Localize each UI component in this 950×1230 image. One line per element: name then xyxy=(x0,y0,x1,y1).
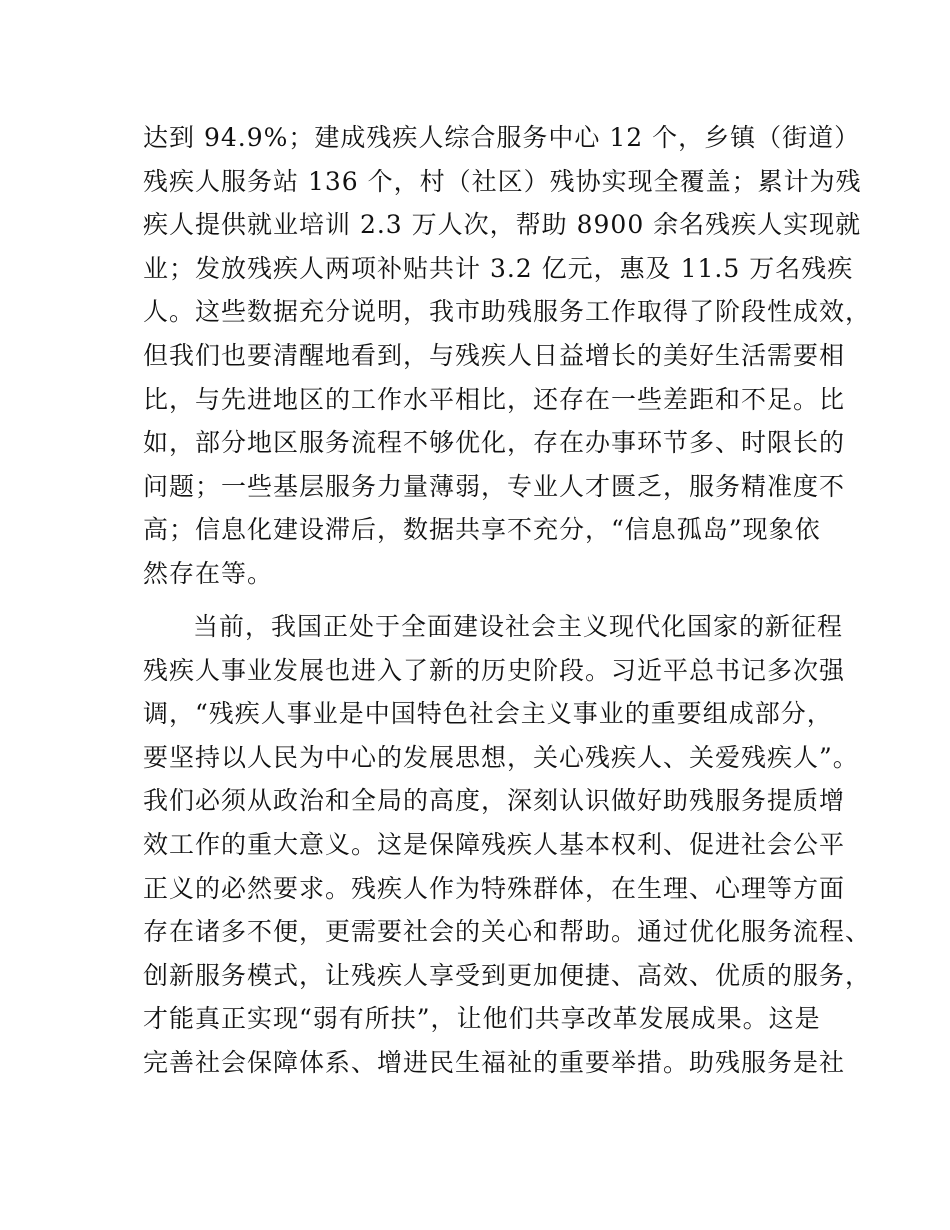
paragraph-line: 高；信息化建设滞后，数据共享不充分，“信息孤岛”现象依 xyxy=(143,515,821,545)
paragraph-line: 残疾人服务站 136 个，村（社区）残协实现全覆盖；累计为残 xyxy=(143,166,862,196)
paragraph-2 xyxy=(143,605,872,1085)
paragraph-line: 才能真正实现“弱有所扶”，让他们共享改革发展成果。这是 xyxy=(143,1004,821,1034)
paragraph-line: 存在诸多不便，更需要社会的关心和帮助。通过优化服务流程、 xyxy=(143,917,872,947)
paragraph-1 xyxy=(143,116,872,596)
paragraph-line: 业；发放残疾人两项补贴共计 3.2 亿元，惠及 11.5 万名残疾 xyxy=(143,253,854,283)
paragraph-line: 要坚持以人民为中心的发展思想，关心残疾人、关爱残疾人”。 xyxy=(143,742,859,772)
paragraph-line: 残疾人事业发展也进入了新的历史阶段。习近平总书记多次强 xyxy=(143,655,846,685)
paragraph-line: 人。这些数据充分说明，我市助残服务工作取得了阶段性成效， xyxy=(143,297,872,327)
paragraph-line: 调，“残疾人事业是中国特色社会主义事业的重要组成部分， xyxy=(143,699,833,729)
paragraph-line: 效工作的重大意义。这是保障残疾人基本权利、促进社会公平 xyxy=(143,829,846,859)
paragraph-line: 如，部分地区服务流程不够优化，存在办事环节多、时限长的 xyxy=(143,428,846,458)
paragraph-line: 创新服务模式，让残疾人享受到更加便捷、高效、优质的服务， xyxy=(143,960,872,990)
paragraph-line: 比，与先进地区的工作水平相比，还存在一些差距和不足。比 xyxy=(143,384,846,414)
paragraph-line: 我们必须从政治和全局的高度，深刻认识做好助残服务提质增 xyxy=(143,786,846,816)
paragraph-line: 问题；一些基层服务力量薄弱，专业人才匮乏，服务精准度不 xyxy=(143,471,846,501)
paragraph-line: 然存在等。 xyxy=(143,558,274,588)
paragraph-line: 正义的必然要求。残疾人作为特殊群体，在生理、心理等方面 xyxy=(143,873,846,903)
paragraph-line: 达到 94.9%；建成残疾人综合服务中心 12 个，乡镇（街道） xyxy=(143,123,861,152)
paragraph-line: 但我们也要清醒地看到，与残疾人日益增长的美好生活需要相 xyxy=(143,340,846,370)
paragraph-line: 疾人提供就业培训 2.3 万人次，帮助 8900 余名残疾人实现就 xyxy=(143,210,862,240)
paragraph-first-line: 当前，我国正处于全面建设社会主义现代化国家的新征程 xyxy=(193,612,844,641)
paragraph-line: 完善社会保障体系、增进民生福祉的重要举措。助残服务是社 xyxy=(143,1047,846,1077)
